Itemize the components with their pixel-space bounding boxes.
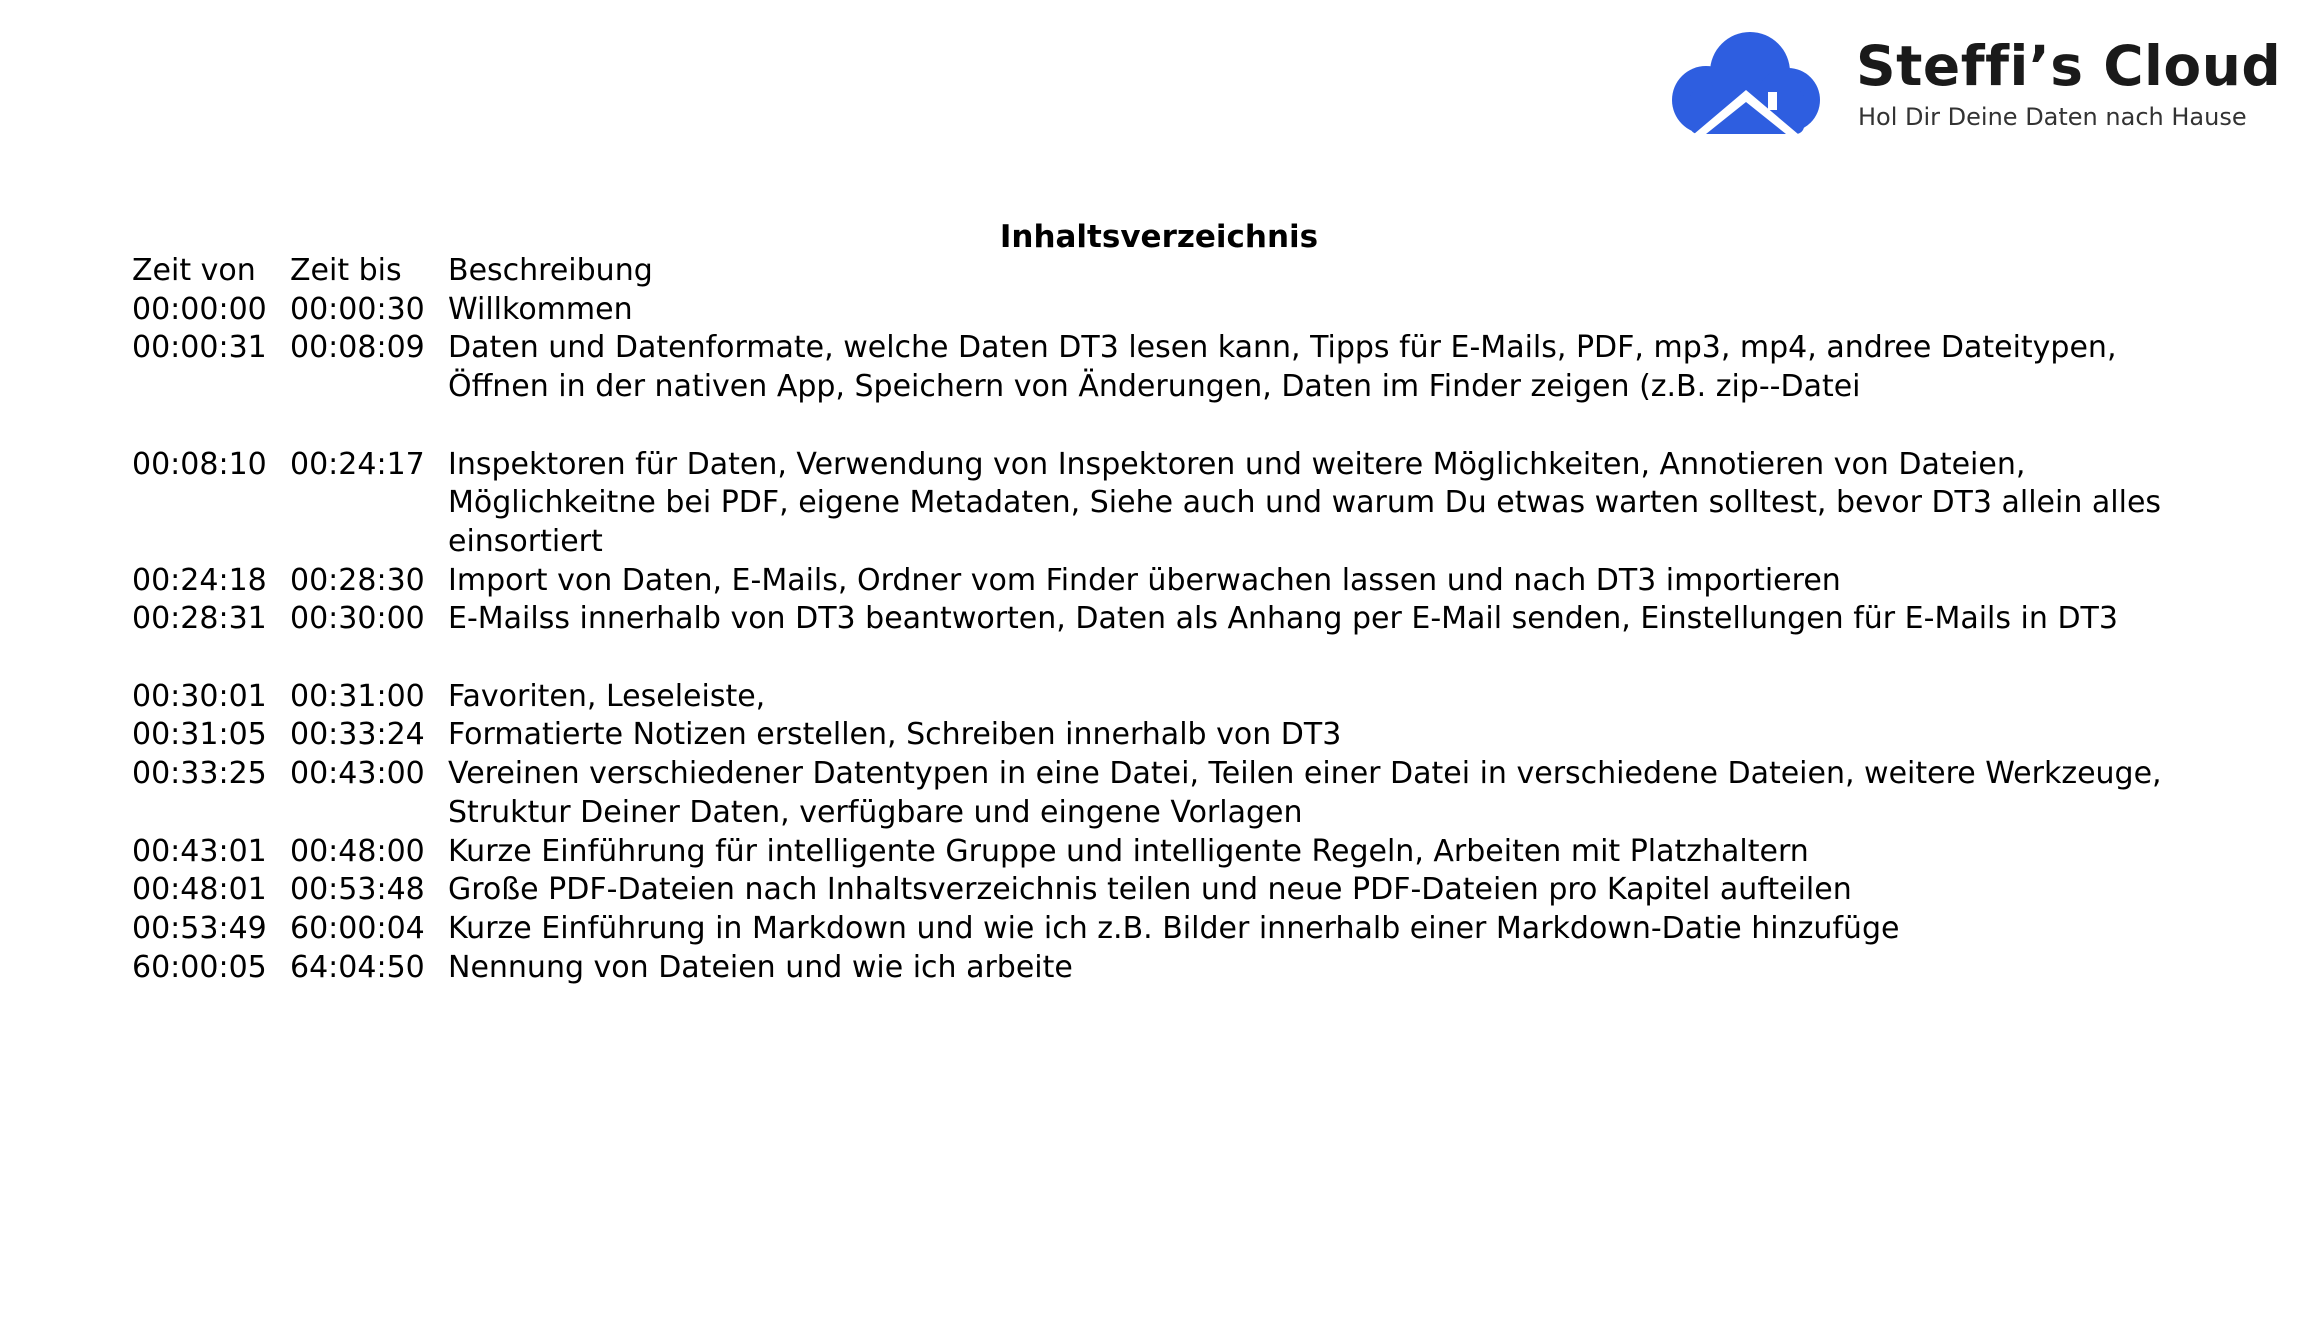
- toc-row: [132, 329, 2192, 406]
- time-to: 00:28:30: [290, 562, 425, 598]
- time-from: 60:00:05: [132, 949, 267, 985]
- header-description: Beschreibung: [448, 253, 653, 288]
- toc-row: [132, 833, 2192, 872]
- document-title: Inhaltsverzeichnis: [999, 219, 1319, 255]
- description: Formatierte Notizen erstellen, Schreiben innerhalb von DT3: [448, 717, 1342, 753]
- time-to: 00:08:09: [290, 330, 425, 366]
- time-from: 00:24:18: [132, 562, 267, 598]
- time-from: 00:33:25: [132, 756, 267, 792]
- brand-tagline: Hol Dir Deine Daten nach Hause: [1858, 103, 2247, 131]
- time-from: 00:28:31: [132, 601, 267, 637]
- time-to: 64:04:50: [290, 949, 425, 985]
- time-to: 00:33:24: [290, 717, 425, 753]
- description: Inspektoren für Daten, Verwendung von Inspektoren und weitere Möglichkeiten, Annotieren von Dateien, Möglichkeitne bei PDF, eigene Metadaten, Siehe auch und warum Du etwas warten solltest, bevor DT3 allein alles einsortiert: [448, 446, 2162, 559]
- brand-logo: [1670, 28, 2282, 138]
- time-to: 60:00:04: [290, 910, 425, 946]
- cloud-house-icon: [1670, 30, 1822, 134]
- toc-row: [132, 291, 2192, 330]
- time-from: 00:30:01: [132, 678, 267, 714]
- time-to: 00:31:00: [290, 678, 425, 714]
- header-time-to: Zeit bis: [290, 253, 402, 288]
- toc-row: [132, 716, 2192, 755]
- description: Kurze Einführung für intelligente Gruppe und intelligente Regeln, Arbeiten mit Platzhaltern: [448, 833, 1809, 869]
- time-from: 00:53:49: [132, 910, 267, 946]
- toc-header-row: [132, 252, 2192, 291]
- description: Willkommen: [448, 291, 633, 327]
- time-from: 00:31:05: [132, 717, 267, 753]
- time-to: 00:53:48: [290, 872, 425, 908]
- time-to: 00:48:00: [290, 833, 425, 869]
- description: E-Mailss innerhalb von DT3 beantworten, Daten als Anhang per E-Mail senden, Einstellungen für E-Mails in DT3: [448, 601, 2118, 637]
- toc-table: [132, 252, 2192, 987]
- time-from: 00:43:01: [132, 833, 267, 869]
- description: Kurze Einführung in Markdown und wie ich z.B. Bilder innerhalb einer Markdown-Datie hinzufüge: [448, 910, 1900, 946]
- time-to: 00:00:30: [290, 291, 425, 327]
- description: Daten und Datenformate, welche Daten DT3 lesen kann, Tipps für E-Mails, PDF, mp3, mp4, andree Dateitypen, Öffnen in der nativen App, Speichern von Änderungen, Daten im Finder zeigen (z.B. zip--Datei: [448, 330, 2117, 405]
- time-to: 00:30:00: [290, 601, 425, 637]
- description: Import von Daten, E-Mails, Ordner vom Finder überwachen lassen und nach DT3 importieren: [448, 562, 1841, 598]
- description: Favoriten, Leseleiste,: [448, 678, 766, 714]
- description: Große PDF-Dateien nach Inhaltsverzeichnis teilen und neue PDF-Dateien pro Kapitel aufteilen: [448, 872, 1852, 908]
- header-time-from: Zeit von: [132, 253, 256, 288]
- toc-row: [132, 949, 2192, 988]
- toc-row: [132, 600, 2192, 639]
- description: Nennung von Dateien und wie ich arbeite: [448, 949, 1073, 985]
- toc-row: [132, 562, 2192, 601]
- description: Vereinen verschiedener Datentypen in eine Datei, Teilen einer Datei in verschiedene Dateien, weitere Werkzeuge, Struktur Deiner Daten, verfügbare und eingene Vorlagen: [448, 756, 2162, 830]
- toc-row: [132, 755, 2192, 832]
- time-from: 00:00:00: [132, 291, 267, 327]
- toc-row: [132, 678, 2192, 717]
- toc-row: [132, 910, 2192, 949]
- time-to: 00:43:00: [290, 756, 425, 792]
- toc-row: [132, 871, 2192, 910]
- time-from: 00:48:01: [132, 872, 267, 908]
- brand-name: Steffi’s Cloud: [1856, 34, 2282, 98]
- toc-row: [132, 446, 2192, 562]
- time-from: 00:00:31: [132, 330, 267, 366]
- time-to: 00:24:17: [290, 446, 425, 482]
- time-from: 00:08:10: [132, 446, 267, 482]
